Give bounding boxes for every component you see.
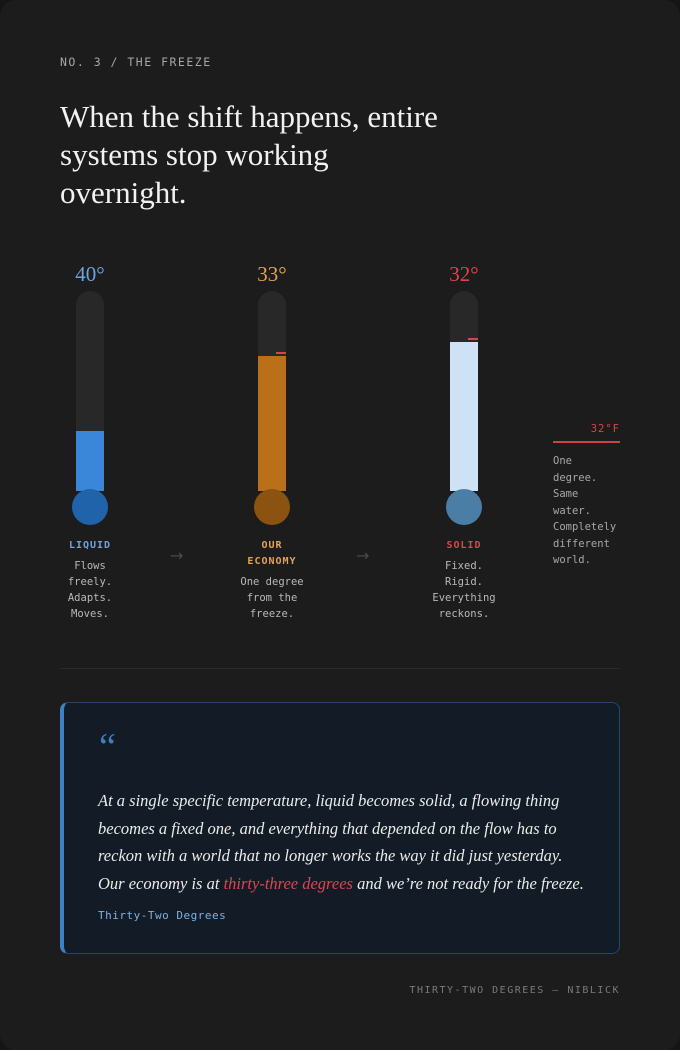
description-line: One degree xyxy=(240,576,304,588)
state-label xyxy=(232,538,312,570)
temperature-reading: 33° xyxy=(257,262,287,286)
page-title: When the shift happens, entire systems stop working overnight. xyxy=(60,99,438,210)
arrow-icon: → xyxy=(170,546,184,565)
note-line: degree. xyxy=(553,471,598,484)
state-label-line: LIQUID xyxy=(68,540,112,551)
quote-highlight: thirty-three degrees xyxy=(223,873,353,893)
description-line: from the xyxy=(246,592,298,604)
state-description xyxy=(227,574,317,622)
thermometer-bulb xyxy=(72,489,108,525)
note-line: One xyxy=(553,455,572,467)
pull-quote xyxy=(60,702,620,954)
thermometer-tube xyxy=(258,291,286,491)
description-line: Everything xyxy=(432,592,496,604)
quote-text-end: and we’re not ready for the freeze. xyxy=(352,873,584,893)
freezing-point-line xyxy=(553,441,620,443)
temperature-reading: 40° xyxy=(75,262,105,286)
quote-source: Thirty-Two Degrees xyxy=(98,909,227,922)
quote-text-start: At a single specific temperature, liquid becomes solid, a flowing thing becomes a fixed one, and everything that depended on the flow has to reckon with a world that no longer works the way it did just yesterday. Our economy is at xyxy=(98,791,563,893)
description-line: Flows xyxy=(74,560,106,572)
thermometer-bulb xyxy=(446,489,482,525)
description-line: Moves. xyxy=(71,608,109,620)
note-line: world. xyxy=(553,554,591,566)
description-line: freely. xyxy=(67,576,113,588)
arrow-icon: → xyxy=(356,546,370,565)
state-description xyxy=(45,558,135,622)
note-line: Same xyxy=(553,488,579,500)
description-line: Adapts. xyxy=(67,592,113,604)
section-kicker: NO. 3 / THE FREEZE xyxy=(60,55,212,69)
state-label-line: OUR xyxy=(261,540,283,551)
description-line: Rigid. xyxy=(445,576,483,588)
state-label-line: SOLID xyxy=(446,540,482,551)
description-line: reckons. xyxy=(438,608,490,620)
note-line: water. xyxy=(553,504,591,517)
state-label xyxy=(50,538,130,554)
state-description xyxy=(419,558,509,622)
footer-credit: THIRTY-TWO DEGREES — NIBLICK xyxy=(409,985,620,996)
description-line: freeze. xyxy=(249,608,295,620)
thermometer-bulb xyxy=(254,489,290,525)
state-label xyxy=(424,538,504,554)
thermometer-fill xyxy=(258,356,286,491)
divider xyxy=(60,668,620,669)
quote-text xyxy=(98,787,588,897)
freezing-point-label: 32°F xyxy=(590,423,620,435)
thermometer-tube xyxy=(76,291,104,491)
freezing-point-note xyxy=(553,453,633,569)
freezing-marker xyxy=(276,352,286,354)
note-line: Completely xyxy=(553,521,617,533)
thermometer-tube xyxy=(450,291,478,491)
freezing-marker xyxy=(468,338,478,340)
thermometer-fill xyxy=(450,342,478,491)
description-line: Fixed. xyxy=(445,560,483,572)
temperature-reading: 32° xyxy=(449,262,479,286)
quote-mark-icon: “ xyxy=(99,726,116,768)
state-label-line: ECONOMY xyxy=(247,556,297,567)
thermometer-fill xyxy=(76,431,104,491)
note-line: different xyxy=(553,537,610,550)
